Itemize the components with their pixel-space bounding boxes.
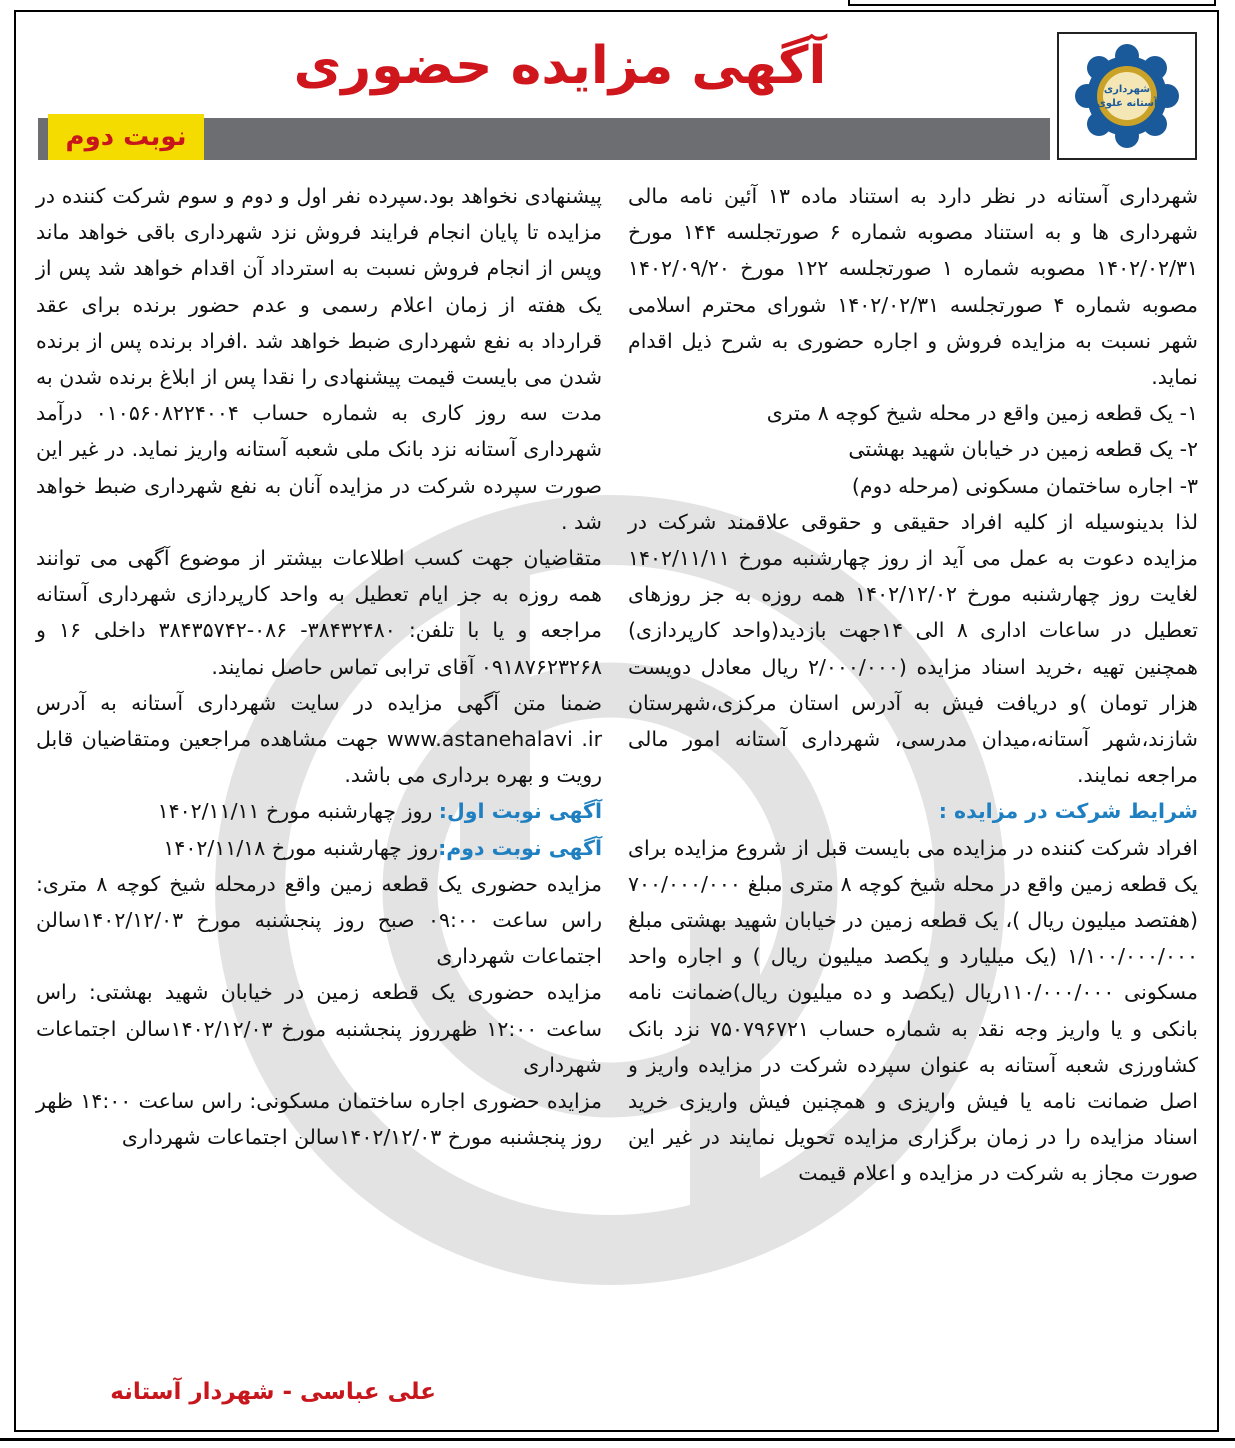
website-paragraph: ضمنا متن آگهی مزایده در سایت شهرداری آستانه به آدرس www.astanehalavi .ir جهت مشاهده مراجعین ومتقاضیان قابل رویت و بهره برداری می باشد.: [36, 690, 602, 788]
page-title: آگهی مزایده حضوری: [293, 36, 827, 96]
second-notice: [36, 830, 602, 866]
second-notice-label: آگهی نوبت دوم:: [438, 835, 602, 860]
bottom-rule: [0, 1438, 1235, 1441]
right-column: [628, 178, 1198, 1192]
first-notice-date: روز چهارشنبه مورخ ۱۴۰۲/۱۱/۱۱: [157, 799, 439, 824]
contact-paragraph: متقاضیان جهت کسب اطلاعات بیشتر از موضوع آگهی می توانند همه روزه به جز ایام تعطیل به واحد کارپردازی شهرداری آستانه مراجعه و یا با تلفن: ۳۸۴۳۲۴۸۰- ۰۸۶-۳۸۴۳۵۷۴۲ داخلی ۱۶ و ۰۹۱۸۷۶۲۳۲۶۸ آقای ترابی تماس حاصل نمایند.: [36, 546, 602, 679]
intro-paragraph: شهرداری آستانه در نظر دارد به استناد ماده ۱۳ آئین نامه مالی شهرداری ها و به استناد مصوبه شماره ۶ صورتجلسه ۱۴۴ مورخ ۱۴۰۲/۰۲/۳۱ مصوبه شماره ۱ صورتجلسه ۱۲۲ مورخ ۱۴۰۲/۰۹/۲۰ مصوبه شماره ۴ صورتجلسه ۱۴۰۲/۰۲/۳۱ شورای محترم اسلامی شهر نسبت به مزایده فروش و اجاره حضوری به شرح ذیل اقدام نماید.: [628, 184, 1198, 390]
notice-round-badge: نوبت دوم: [48, 114, 204, 160]
mayor-signature: علی عباسی - شهردار آستانه: [110, 1379, 436, 1405]
item-3: ۳- اجاره ساختمان مسکونی (مرحله دوم): [851, 473, 1198, 498]
first-notice: [36, 793, 602, 829]
top-border-tab: [848, 0, 1216, 6]
continuation-paragraph: پیشنهادی نخواهد بود.سپرده نفر اول و دوم و سوم شرکت کننده در مزایده تا پایان انجام فرایند فروش نزد شهرداری باقی خواهد ماند وپس از انجام فروش نسبت به استرداد آن اقدام خواهد شد پس از یک هفته از زمان اعلام رسمی و عدم حضور برنده برای عقد قرارداد به نفع شهرداری ضبط خواهد شد .افراد برنده پس از برنده شدن می بایست قیمت پیشنهادی را نقدا پس از ابلاغ برنده شدن به مدت سه روز کاری به شماره حساب ۰۱۰۵۶۰۸۲۲۴۰۰۴ درآمد شهرداری آستانه نزد بانک ملی شعبه آستانه واریز نماید. در غیر این صورت سپرده شرکت در مزایده آنان به نفع شهرداری ضبط خواهد شد .: [36, 184, 603, 534]
logo-line-2: آستانه علوی: [1096, 98, 1158, 109]
logo-line-1: شهرداری: [1103, 84, 1151, 95]
auction-3: مزایده حضوری اجاره ساختمان مسکونی: راس ساعت ۱۴:۰۰ ظهر روز پنجشنبه مورخ ۱۴۰۲/۱۲/۰۳سالن اجتماعات شهرداری: [36, 1089, 603, 1150]
conditions-heading: شرایط شرکت در مزایده :: [938, 799, 1198, 824]
second-notice-date: روز چهارشنبه مورخ ۱۴۰۲/۱۱/۱۸: [163, 835, 439, 860]
left-column: [36, 178, 602, 1155]
item-2: ۲- یک قطعه زمین در خیابان شهید بهشتی: [848, 437, 1198, 462]
invitation-paragraph: لذا بدینوسیله از کلیه افراد حقیقی و حقوقی علاقمند شرکت در مزایده دعوت به عمل می آید از روز چهارشنبه مورخ ۱۴۰۲/۱۱/۱۱ لغایت روز چهارشنبه مورخ ۱۴۰۲/۱۲/۰۲ همه روزه به جز روزهای تعطیل در ساعات اداری ۸ الی ۱۴جهت بازدید(واحد کارپردازی) همچنین تهیه ،خرید اسناد مزایده (۲/۰۰۰/۰۰۰ ریال معادل دویست هزار تومان )و دریافت فیش به آدرس استان مرکزی،شهرستان شازند،شهر آستانه،میدان مدرسی، شهرداری آستانه امور مالی مراجعه نمایند.: [628, 509, 1199, 788]
logo-emblem-icon: [1059, 34, 1195, 158]
municipality-logo: [1057, 32, 1197, 160]
auction-1: مزایده حضوری یک قطعه زمین واقع درمحله شیخ کوچه ۸ متری: راس ساعت ۰۹:۰۰ صبح روز پنجشنبه مورخ ۱۴۰۲/۱۲/۰۳سالن اجتماعات شهرداری: [36, 871, 602, 969]
auction-2: مزایده حضوری یک قطعه زمین در خیابان شهید بهشتی: راس ساعت ۱۲:۰۰ ظهرروز پنجشنبه مورخ ۱۴۰۲/۱۲/۰۳سالن اجتماعات شهرداری: [36, 980, 602, 1077]
conditions-paragraph: افراد شرکت کننده در مزایده می بایست قبل از شروع مزایده برای یک قطعه زمین واقع در محله شیخ کوچه ۸ متری مبلغ ۷۰۰/۰۰۰/۰۰۰ (هفتصد میلیون ریال )، یک قطعه زمین در خیابان شهید بهشتی مبلغ ۱/۱۰۰/۰۰۰/۰۰۰ (یک میلیارد و یکصد میلیون ریال ) و اجاره واحد مسکونی ۱۱۰/۰۰۰/۰۰۰ریال (یکصد و ده میلیون ریال)ضمانت نامه بانکی و یا واریز وجه نقد به شماره حساب ۷۵۰۷۹۶۷۲۱ نزد بانک کشاورزی شعبه آستانه به عنوان سپرده شرکت در مزایده واریز و اصل ضمانت نامه یا فیش واریزی و همچنین فیش واریزی خرید اسناد مزایده را در زمان برگزاری مزایده تحویل نمایند در غیر این صورت مجاز به شرکت در مزایده و اعلام قیمت: [628, 835, 1198, 1186]
first-notice-label: آگهی نوبت اول:: [438, 799, 602, 824]
item-1: ۱- یک قطعه زمین واقع در محله شیخ کوچه ۸ متری: [766, 401, 1198, 426]
